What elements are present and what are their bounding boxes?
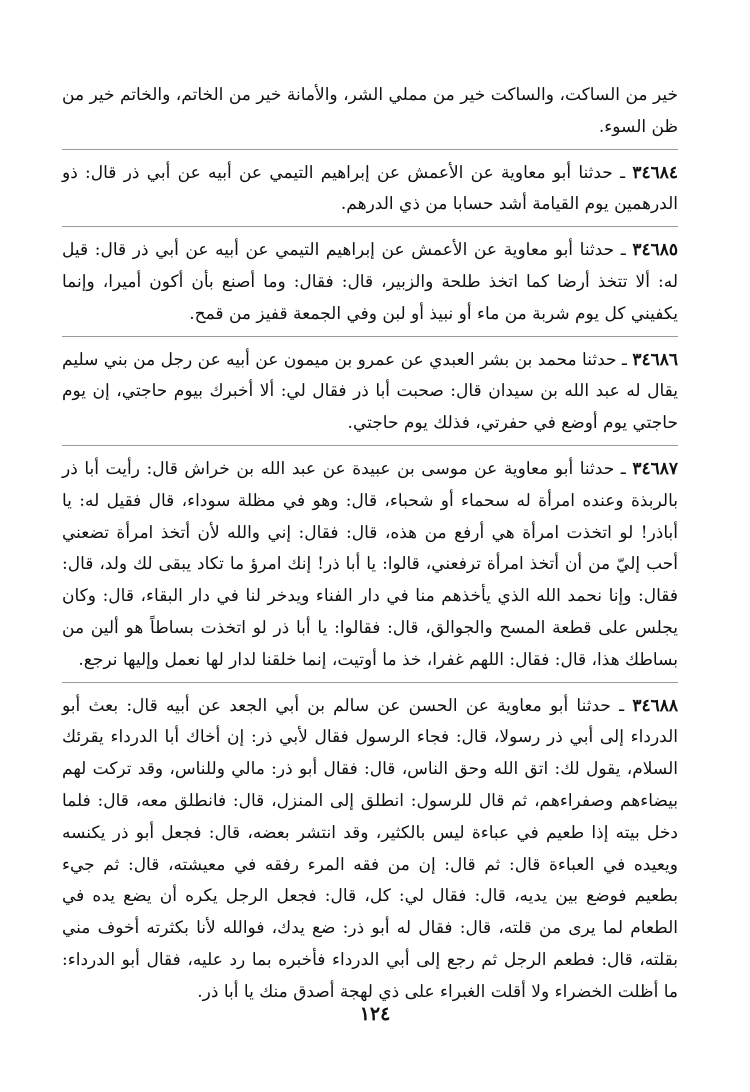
paragraph-divider [62, 336, 678, 337]
page-number: ١٢٤ [359, 1003, 391, 1025]
hadith-text: ـ حدثنا أبو معاوية عن موسى بن عبيدة عن عبد الله بن خراش قال: رأيت أبا ذر بالربذة وعنده امرأة له سحماء أو شحباء، قال: وهو في مظلة سوداء، قال فقيل له: يا أباذر! لو اتخذت امرأة هي أرفع من هذه، قال: فقال: إني والله لأن أتخذ امرأة تضعني أحب إليّ من أن أتخذ امرأة ترفعني، قالوا: يا أبا ذر! إنك امرؤ ما تكاد يبقى لك ولد، قال: فقال: وإنا نحمد الله الذي يأخذهم منا في دار الفناء ويدخر لنا في دار البقاء، قال: وكان يجلس على قطعة المسح والجوالق، قال: فقالوا: يا أبا ذر لو اتخذت بساطاً هو ألين من بساطك هذا، قال: فقال: اللهم غفرا، خذ ما أوتيت، إنما خلقنا لدار لها نعمل وإليها نرجع. [62, 458, 678, 670]
continuation-text: خير من الساكت، والساكت خير من مملي الشر، والأمانة خير من الخاتم، والخاتم خير من ظن السوء. [62, 85, 678, 137]
hadith-number: ٣٤٦٨٥ [632, 240, 678, 261]
hadith-number: ٣٤٦٨٤ [632, 162, 679, 183]
hadith-text: ـ حدثنا محمد بن بشر العبدي عن عمرو بن ميمون عن أبيه عن رجل من بني سليم يقال له عبد الله بن سيدان قال: صحبت أبا ذر فقال لي: ألا أخبرك بيوم حاجتي، إن يوم حاجتي يوم أوضع في حفرتي، فذلك يوم حاجتي. [62, 349, 678, 434]
hadith-entry [62, 345, 678, 440]
hadith-number: ٣٤٦٨٦ [632, 349, 678, 370]
paragraph-divider [62, 226, 678, 227]
paragraph-divider [62, 149, 678, 150]
paragraph-divider [62, 445, 678, 446]
hadith-entry [62, 454, 678, 677]
hadith-number: ٣٤٦٨٨ [632, 695, 678, 716]
hadith-text: ـ حدثنا أبو معاوية عن الحسن عن سالم بن أبي الجعد عن أبيه قال: بعث أبو الدرداء إلى أبي ذر رسولا، قال: فجاء الرسول فقال لأبي ذر: إن أخاك أبا الدرداء يقرئك السلام، يقول لك: اتق الله وحق الناس، قال: فقال أبو ذر: مالي وللناس، وقد تركت لهم بيضاءهم وصفراءهم، ثم قال للرسول: انطلق إلى المنزل، قال: فانطلق معه، قال: فلما دخل بيته إذا طعيم في عباءة ليس بالكثير، وقد انتشر بعضه، قال: فجعل أبو ذر يكنسه ويعيده في العباءة قال: ثم قال: إن من فقه المرء رفقه في معيشته، قال: ثم جيء بطعيم فوضع بين يديه، قال: فقال لي: كل، قال: فجعل الرجل يكره أن يضع يده في الطعام لما يرى من قلته، قال: فقال له أبو ذر: ضع يدك، فوالله لأنا بكثرته أخوف مني بقلته، قال: فطعم الرجل ثم رجع إلى أبي الدرداء فأخبره بما رد عليه، فقال أبو الدرداء: ما أظلت الخضراء ولا أقلت الغبراء على ذي لهجة أصدق منك يا أبا ذر. [62, 695, 678, 1002]
hadith-entry [62, 158, 678, 222]
hadith-text: ـ حدثنا أبو معاوية عن الأعمش عن إبراهيم التيمي عن أبيه عن أبي ذر قال: قيل له: ألا تتخذ أرضا كما اتخذ طلحة والزبير، قال: فقال: وما أصنع بأن أكون أميرا، وإنما يكفيني كل يوم شربة من ماء أو نبيذ أو لبن وفي الجمعة قفيز من قمح. [62, 240, 678, 324]
continuation-paragraph [62, 80, 678, 144]
hadith-entry [62, 235, 678, 330]
hadith-number: ٣٤٦٨٧ [632, 458, 679, 479]
hadith-text: ـ حدثنا أبو معاوية عن الأعمش عن إبراهيم التيمي عن أبيه عن أبي ذر قال: ذو الدرهمين يوم القيامة أشد حسابا من ذي الدرهم. [62, 162, 678, 215]
hadith-entry [62, 691, 678, 1009]
paragraph-divider [62, 682, 678, 683]
